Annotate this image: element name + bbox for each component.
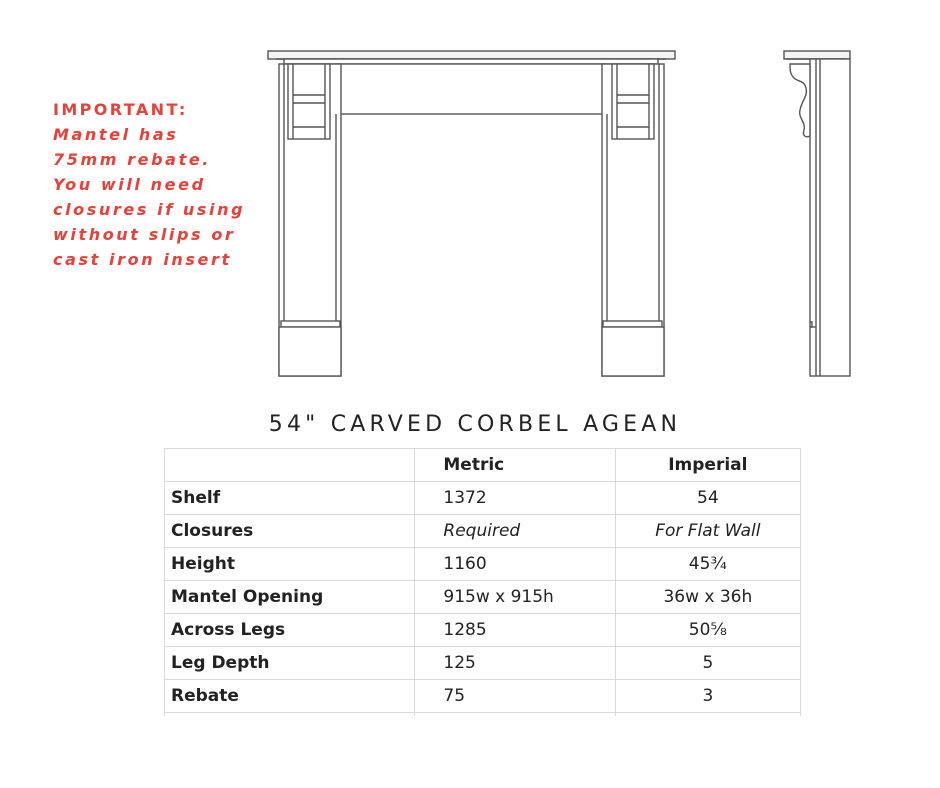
specs-table	[164, 448, 801, 716]
row-label: Shelf	[165, 482, 415, 515]
row-label: Across Legs	[165, 614, 415, 647]
row-label: Mantel Opening	[165, 581, 415, 614]
row-imperial: 36w x 36h	[615, 581, 800, 614]
row-metric: 1372	[415, 482, 615, 515]
table-row	[165, 548, 801, 581]
row-label: Leg Depth	[165, 647, 415, 680]
row-label: Height	[165, 548, 415, 581]
row-metric: Required	[415, 515, 615, 548]
row-imperial: 3	[615, 680, 800, 713]
row-metric: 1285	[415, 614, 615, 647]
row-imperial: 50⅝	[615, 614, 800, 647]
table-row	[165, 482, 801, 515]
table-row	[165, 614, 801, 647]
filler-cell	[415, 713, 615, 717]
front-elevation-drawing	[268, 51, 675, 376]
product-title: 54" CARVED CORBEL AGEAN	[268, 412, 682, 437]
table-row	[165, 647, 801, 680]
table-row	[165, 515, 801, 548]
table-row	[165, 581, 801, 614]
row-metric: 1160	[415, 548, 615, 581]
note-body: Mantel has 75mm rebate. You will need closures if using without slips or cast iron insert	[53, 125, 246, 269]
table-header-row	[165, 449, 801, 482]
row-imperial: For Flat Wall	[615, 515, 800, 548]
table-filler-row	[165, 713, 801, 717]
row-metric: 125	[415, 647, 615, 680]
header-imperial: Imperial	[615, 449, 800, 482]
row-label: Closures	[165, 515, 415, 548]
side-elevation-drawing	[784, 51, 850, 376]
header-metric: Metric	[415, 449, 615, 482]
row-imperial: 54	[615, 482, 800, 515]
table-row	[165, 680, 801, 713]
note-title: IMPORTANT:	[53, 100, 188, 119]
row-metric: 75	[415, 680, 615, 713]
filler-cell	[615, 713, 800, 717]
row-imperial: 45¾	[615, 548, 800, 581]
filler-cell	[165, 713, 415, 717]
row-metric: 915w x 915h	[415, 581, 615, 614]
row-label: Rebate	[165, 680, 415, 713]
header-label-cell	[165, 449, 415, 482]
row-imperial: 5	[615, 647, 800, 680]
